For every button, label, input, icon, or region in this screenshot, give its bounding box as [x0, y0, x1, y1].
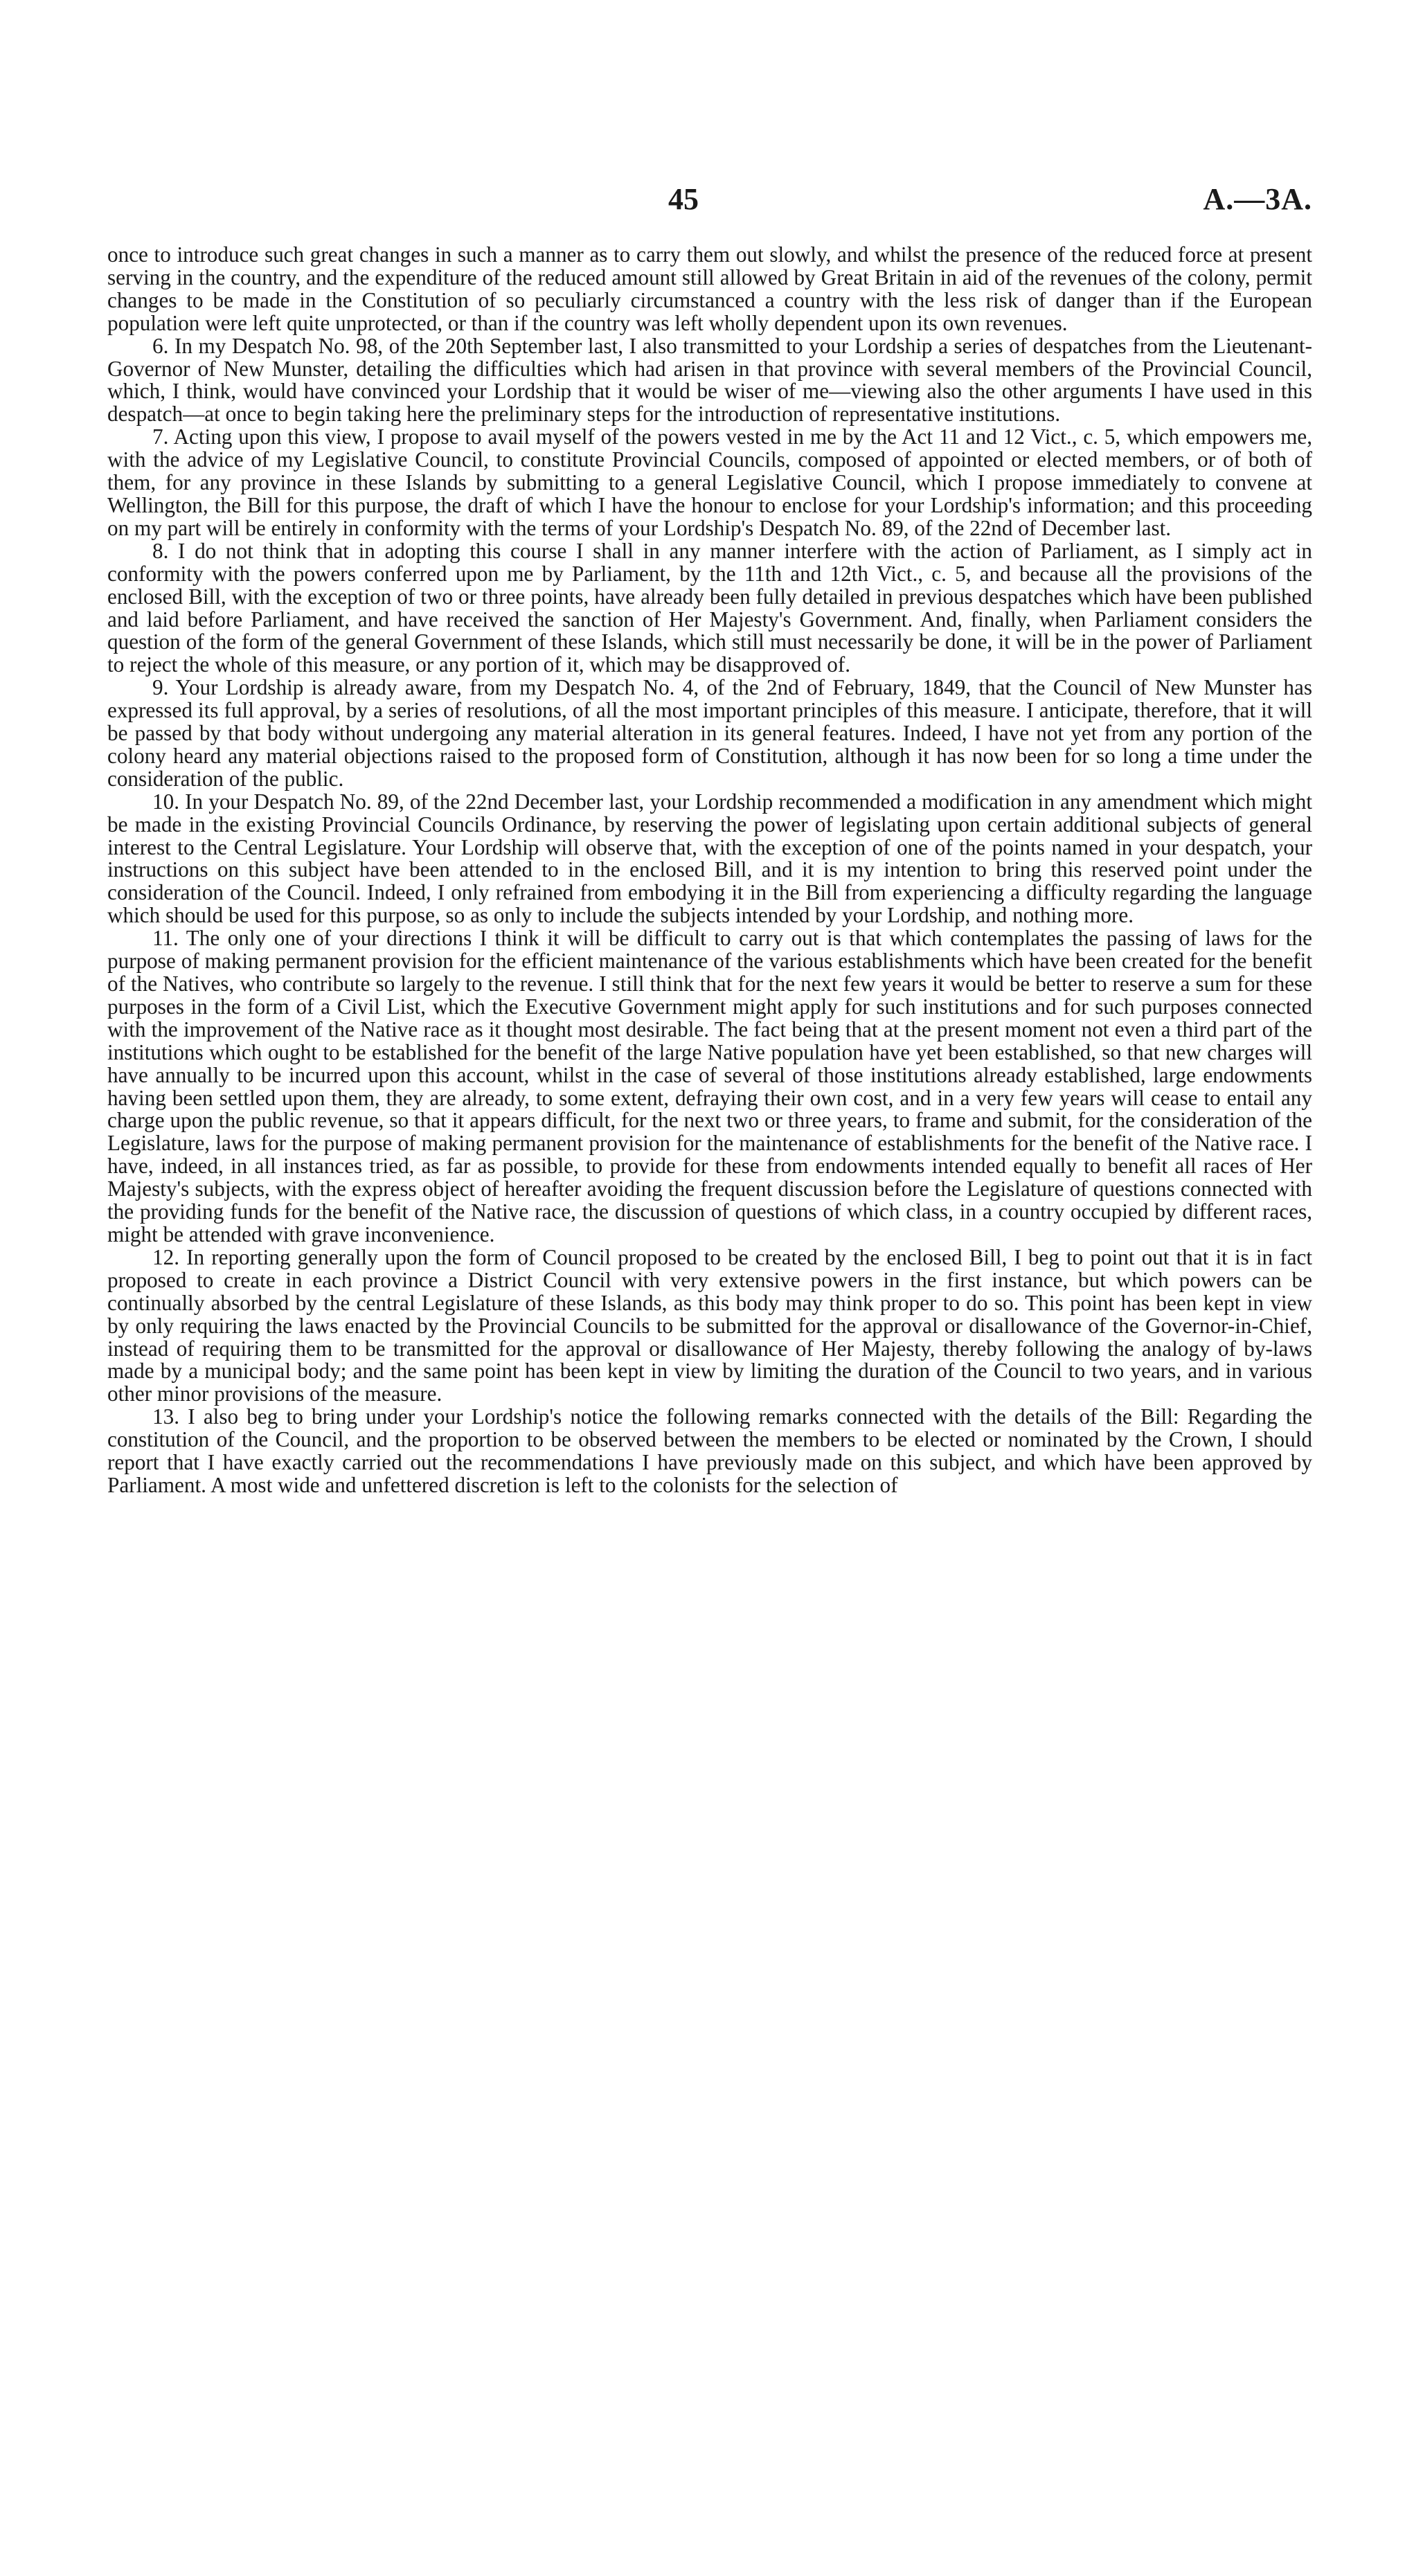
paragraph-8: 8. I do not think that in adopting this course I shall in any manner interfere with the action of Parliament, as I simply act in conformity with the powers conferred upon me by Parliament, by the 11th and 12th Vict., c. 5, and because all the provisions of the enclosed Bill, with the exception of two or three points, have already been fully detailed in previous despatches which have been published and laid before Parliament, and have received the sanction of Her Majesty's Government. And, finally, when Parliament considers the question of the form of the general Government of these Islands, which still must necessarily be done, it will be in the power of Parliament to reject the whole of this measure, or any portion of it, which may be disapproved of. [107, 538, 1312, 677]
page-number: 45 [668, 182, 699, 216]
document-reference: A.—3A. [1203, 182, 1312, 216]
document-body [107, 244, 1312, 1497]
paragraph-7: 7. Acting upon this view, I propose to avail myself of the powers vested in me by the Act 11 and 12 Vict., c. 5, which empowers me, with the advice of my Legislative Council, to constitute Provincial Councils, composed of appointed or elected members, or of both of them, for any province in these Islands by submitting to a general Legislative Council, which I propose immediately to convene at Wellington, the Bill for this purpose, the draft of which I have the honour to enclose for your Lordship's information; and this proceeding on my part will be entirely in conformity with the terms of your Lordship's Despatch No. 89, of the 22nd of December last. [107, 424, 1312, 540]
paragraph-continued: once to introduce such great changes in such a manner as to carry them out slowly, and whilst the presence of the reduced force at present serving in the country, and the expenditure of the reduced amount still allowed by Great Britain in aid of the revenues of the colony, permit changes to be made in the Constitution of so peculiarly circumstanced a country with the less risk of danger than if the European population were left quite unprotected, or than if the country was left wholly dependent upon its own revenues. [107, 242, 1312, 335]
page-header [107, 181, 1312, 223]
paragraph-9: 9. Your Lordship is already aware, from my Despatch No. 4, of the 2nd of February, 1849, that the Council of New Munster has expressed its full approval, by a series of resolutions, of all the most important principles of this measure. I anticipate, therefore, that it will be passed by that body without undergoing any material alteration in its general features. Indeed, I have not yet from any portion of the colony heard any material objections raised to the proposed form of Constitution, although it has now been for so long a time under the consideration of the public. [107, 675, 1312, 791]
paragraph-6: 6. In my Despatch No. 98, of the 20th September last, I also transmitted to your Lordship a series of despatches from the Lieutenant-Governor of New Munster, detailing the difficulties which had arisen in that province with several members of the Provincial Council, which, I think, would have convinced your Lordship that it would be wiser of me—viewing also the other arguments I have used in this despatch—at once to begin taking here the preliminary steps for the introduction of representative institutions. [107, 333, 1312, 427]
paragraph-13: 13. I also beg to bring under your Lordship's notice the following remarks connected with the details of the Bill: Regarding the constitution of the Council, and the proportion to be observed between the members to be elected or nominated by the Crown, I should report that I have exactly carried out the recommendations I have previously made on this subject, and which have been approved by Parliament. A most wide and unfettered discretion is left to the colonists for the selection of [107, 1404, 1312, 1497]
paragraph-12: 12. In reporting generally upon the form of Council proposed to be created by the enclosed Bill, I beg to point out that it is in fact proposed to create in each province a District Council with very extensive powers in the first instance, but which powers can be continually absorbed by the central Legislature of these Islands, as this body may think proper to do so. This point has been kept in view by only requiring the laws enacted by the Provincial Councils to be submitted for the approval or disallowance of the Governor-in-Chief, instead of requiring them to be transmitted for the approval or disallowance of Her Majesty, thereby following the analogy of by-laws made by a municipal body; and the same point has been kept in view by limiting the duration of the Council to two years, and in various other minor provisions of the measure. [107, 1244, 1312, 1406]
paragraph-11: 11. The only one of your directions I think it will be difficult to carry out is that which contemplates the passing of laws for the purpose of making permanent provision for the efficient maintenance of the various establishments which have been created for the benefit of the Natives, who contribute so largely to the revenue. I still think that for the next few years it would be better to reserve a sum for these purposes in the form of a Civil List, which the Executive Government might apply for such institutions and for such purposes connected with the improvement of the Native race as it thought most desirable. The fact being that at the present moment not even a third part of the institutions which ought to be established for the benefit of the large Native population have yet been established, so that new charges will have annually to be incurred upon this account, whilst in the case of several of those institutions already established, large endowments having been settled upon them, they are already, to some extent, defraying their own cost, and in a very few years will cease to entail any charge upon the public revenue, so that it appears difficult, for the next two or three years, to frame and submit, for the consideration of the Legislature, laws for the purpose of making permanent provision for the maintenance of establishments for the benefit of the Native race. I have, indeed, in all instances tried, as far as possible, to provide for these from endowments intended equally to benefit all races of Her Majesty's subjects, with the express object of hereafter avoiding the frequent discussion before the Legislature of questions connected with the providing funds for the benefit of the Native race, the discussion of questions of which class, in a country occupied by different races, might be attended with grave inconvenience. [107, 926, 1312, 1246]
paragraph-10: 10. In your Despatch No. 89, of the 22nd December last, your Lordship recommended a modification in any amendment which might be made in the existing Provincial Councils Ordinance, by reserving the power of legislating upon certain additional subjects of general interest to the Central Legislature. Your Lordship will observe that, with the exception of one of the points named in your despatch, your instructions on this subject have been attended to in the enclosed Bill, and it is my intention to bring this reserved point under the consideration of the Council. Indeed, I only refrained from embodying it in the Bill from experiencing a difficulty regarding the language which should be used for this purpose, so as only to include the subjects intended by your Lordship, and nothing more. [107, 789, 1312, 928]
